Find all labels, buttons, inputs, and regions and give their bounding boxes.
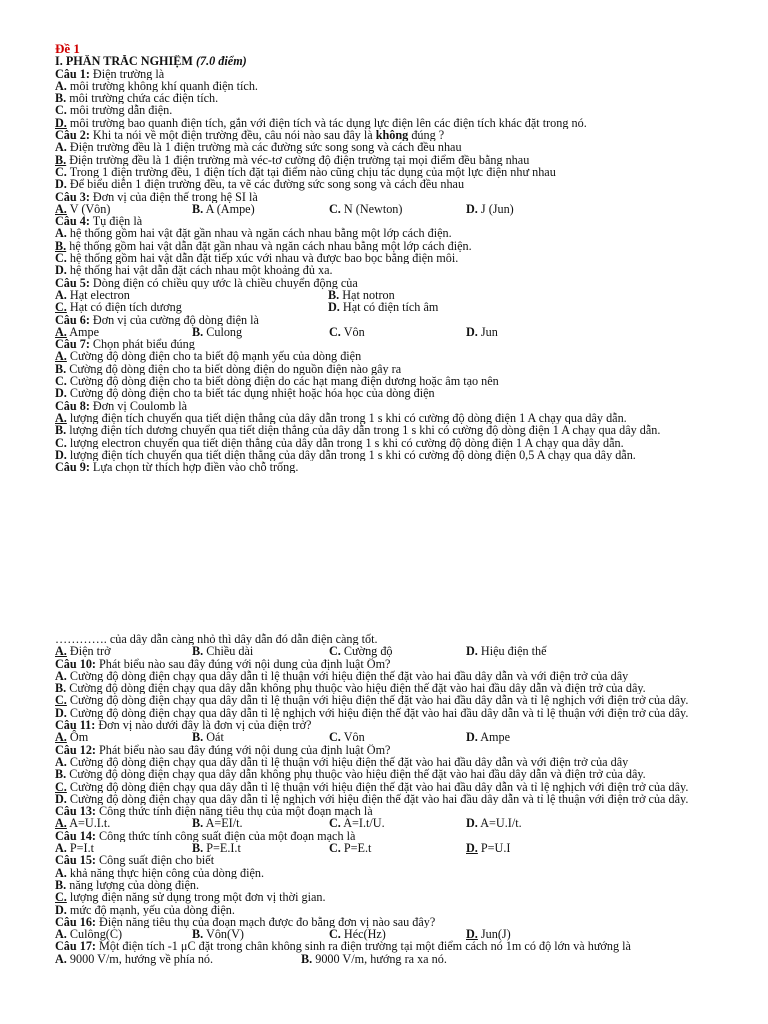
question-text: Một điện tích -1 μC đặt trong chân không sinh ra điện trường tại một điểm cách nó 1m có độ lớn và hướng là [95,940,631,953]
option-letter-correct: A. [55,816,67,831]
option-text: Điện trường đều là 1 điện trường mà véc-tơ cường độ điện trường tại mọi điểm đều bằng nhau [69,153,530,166]
question-label: Câu 6: [55,313,90,326]
option-text: Cường độ dòng điện chạy qua dây dẫn tỉ lệ thuận với hiệu điện thế đặt vào hai đầu dây dẫn và tỉ lệ nghịch với điện trở của dây. [69,694,689,707]
option-letter: A. [55,79,67,93]
q8-option-a [55,412,760,424]
q3-option-d [466,203,603,215]
q11-option-c [329,731,466,743]
question-label: Câu 9: [55,461,90,474]
question-1 [55,68,760,80]
q8-option-c [55,437,760,449]
option-text: mức độ mạnh, yếu của dòng điện. [69,903,235,916]
question-11 [55,719,760,731]
q15-option-a [55,867,760,879]
option-text: Chiều dài [206,644,254,659]
question-label: Câu 15: [55,854,96,867]
question-label: Câu 1: [55,67,90,80]
option-letter-correct: A. [55,201,67,216]
section-points: (7.0 điểm) [195,55,247,68]
q16-option-d [466,928,603,940]
question-label: Câu 17: [55,940,96,953]
question-6 [55,314,760,326]
option-text: môi trường chứa các điện tích. [69,92,219,105]
question-15 [55,854,760,866]
question-text: Đơn vị nào dưới đây là đơn vị của điện trở? [95,719,312,732]
option-text: Vôn(V) [206,927,244,942]
option-letter: C. [55,436,67,449]
option-text: Để biểu diễn 1 điện trường đều, ta vẽ các đường sức song song và cách đều nhau [69,178,465,191]
question-16 [55,916,760,928]
q10-option-d [55,707,760,719]
option-text: lượng điện năng sử dụng trong một đơn vị thời gian. [69,891,326,904]
q14-options [55,842,760,854]
question-text: Đơn vị Coulomb là [89,399,188,412]
option-letter: B. [55,362,67,376]
q15-option-b [55,879,760,891]
question-label: Câu 12: [55,743,96,756]
option-text: A=U.I.t. [69,816,111,831]
option-text: A=U.I/t. [480,816,522,831]
option-text: lượng điện tích chuyển qua tiết diện thẳng của dây dẫn trong 1 s khi có cường độ dòng điện 0,5 A chạy qua dây dẫn. [69,448,636,462]
option-letter: C. [55,252,67,265]
question-emphasis: không [375,129,409,142]
question-label: Câu 13: [55,805,96,818]
option-letter: C. [55,165,67,179]
option-letter: C. [329,201,341,216]
q14-option-d [466,842,603,854]
q16-option-b [192,928,329,940]
option-text: A (Ampe) [205,201,255,216]
option-letter: A. [55,141,67,154]
option-text: Cường độ dòng điện cho ta biết độ mạnh yếu của dòng điện [69,350,362,363]
q16-option-a [55,928,192,940]
q11-option-b [192,731,329,743]
question-text: Khi ta nói về một điện trường đều, câu nói nào sau đây là [89,129,376,142]
q1-option-a [55,80,760,92]
question-text: Lựa chọn từ thích hợp điền vào chỗ trống. [89,461,299,474]
option-text: hệ thống gồm hai vật dẫn đặt gần nhau và ngăn cách nhau bằng một lớp cách điện. [69,239,472,253]
option-letter: D. [328,300,340,315]
question-label: Câu 16: [55,915,96,929]
option-text: N (Newton) [343,201,403,216]
option-letter: B. [55,424,67,437]
q14-option-a [55,842,192,854]
q9-option-c [329,645,466,657]
option-letter-correct: A. [55,350,67,363]
option-text: P=E.t [343,841,372,856]
option-text: P=I.t [69,841,95,856]
option-letter-correct: C. [55,780,67,793]
question-5 [55,277,760,289]
question-text: Phát biểu nào sau đây đúng với nội dung của định luật Ôm? [95,743,391,756]
exam-title: Đề 1 [55,43,80,56]
q10-option-c [55,694,760,706]
option-text: lượng electron chuyển qua tiết diện thẳng của dây dẫn trong 1 s khi có cường độ dòng điện 1 A chạy qua dây dẫn. [69,436,624,449]
q6-option-d [466,326,603,338]
option-text: môi trường không khí quanh điện tích. [69,79,258,93]
option-text: Cường độ dòng điện chạy qua dây dẫn không phụ thuộc vào hiệu điện thế đặt vào hai đầu dây dẫn và điện trở của dây. [69,768,646,781]
exam-top-block [55,43,760,473]
option-text: Cường độ dòng điện chạy qua dây dẫn tỉ lệ nghịch với hiệu điện thế đặt vào hai đầu dây dẫn và tỉ lệ thuận với điện trở của dây. [69,792,689,806]
q15-option-c [55,891,760,903]
question-label: Câu 2: [55,129,90,142]
option-text: Cường độ dòng điện cho ta biết dòng điện do các hạt mang điện dương hoặc âm tạo nên [69,375,499,388]
q16-options [55,928,760,940]
question-text: Công thức tính công suất điện của một đoạn mạch là [95,829,356,843]
option-letter: D. [55,178,67,191]
question-label: Câu 8: [55,399,90,412]
option-text: Ampe [480,730,511,745]
option-text: P=E.I.t [206,841,241,856]
option-text: Hiệu điện thế [480,644,547,659]
option-letter: D. [55,387,67,400]
option-letter: C. [329,644,341,659]
q11-option-d [466,731,603,743]
q7-option-a [55,350,760,362]
q9-options [55,645,760,657]
q14-option-c [329,842,466,854]
question-text: Đơn vị của điện thế trong hệ SI là [89,190,258,203]
option-letter: B. [192,927,204,942]
option-letter-correct: A. [55,411,67,425]
q13-option-b [192,817,329,829]
option-letter: B. [55,878,67,892]
question-2 [55,129,760,141]
option-letter: D. [466,201,478,216]
option-text: Cường độ dòng điện chạy qua dây dẫn tỉ lệ thuận với hiệu điện thế đặt vào hai đầu dây dẫn và với điện trở của dây [69,669,629,683]
question-label: Câu 10: [55,657,96,670]
question-3 [55,191,760,203]
question-text: Dòng điện có chiều quy ước là chiều chuyển động của [89,276,358,289]
option-letter: A. [55,951,67,966]
option-text: Culong [206,324,243,339]
option-letter: C. [329,927,341,942]
q13-options [55,817,760,829]
option-letter: A. [55,927,67,942]
option-text: A=I.t/U. [343,816,385,831]
option-text: Jun [480,324,498,339]
q13-option-a [55,817,192,829]
option-letter: C. [329,841,341,856]
option-letter-correct: A. [55,644,67,659]
q6-option-c [329,326,466,338]
question-text: Điện trường là [89,67,165,80]
option-text: Vôn [343,730,365,745]
option-letter: B. [192,644,204,659]
option-letter-correct: A. [55,324,67,339]
option-text: Trong 1 điện trường đều, 1 điện tích đặt tại điểm nào cũng chịu tác dụng của một lực điện như nhau [69,165,556,179]
option-letter: B. [328,287,340,302]
option-text: Cường độ dòng điện cho ta biết dòng điện do nguồn điện nào gây ra [69,362,402,376]
option-text: Điện trở [69,644,111,659]
q4-option-b [55,240,760,252]
question-text: Tụ điện là [89,215,143,228]
q10-option-b [55,682,760,694]
question-text: Công suất điện cho biết [95,854,215,867]
option-text: lượng điện tích chuyển qua tiết diện thẳng của dây dẫn trong 1 s khi có cường độ dòng điện 1 A chạy qua dây dẫn. [69,411,627,425]
option-letter: D. [55,264,67,277]
q3-option-c [329,203,466,215]
option-letter: B. [192,730,204,745]
q13-option-c [329,817,466,829]
question-4 [55,215,760,227]
option-text: Ôm [69,730,89,745]
question-text: Đơn vị của cường độ dòng điện là [89,313,259,326]
option-text: V (Vôn) [69,201,111,216]
option-text: Hạt electron [69,287,130,302]
q12-option-a [55,756,760,768]
option-text: môi trường bao quanh điện tích, gắn với điện tích và tác dụng lực điện lên các điện tích khác đặt trong nó. [69,116,587,130]
q13-option-d [466,817,603,829]
q17-options-row-1 [55,953,760,965]
option-text: P=U.I [480,841,511,856]
option-letter: B. [301,951,313,966]
option-text: 9000 V/m, hướng ra xa nó. [315,951,447,966]
q7-option-d [55,387,760,399]
q6-option-a [55,326,192,338]
q2-option-c [55,166,760,178]
q15-option-d [55,904,760,916]
option-text: Cường độ dòng điện cho ta biết tác dụng nhiệt hoặc hóa học của dòng điện [69,387,435,400]
option-letter-correct: B. [55,239,67,253]
option-letter-correct: D. [466,841,478,856]
question-12 [55,744,760,756]
option-letter: A. [55,841,67,856]
option-text: 9000 V/m, hướng về phía nó. [69,951,214,966]
exam-bottom-block [55,633,760,965]
q3-options [55,203,760,215]
section-heading [55,55,760,67]
q12-option-c [55,781,760,793]
q9-blank-sentence: …………. của dây dẫn càng nhỏ thì dây dẫn đó dẫn điện càng tốt. [55,633,378,646]
option-letter-correct: B. [55,153,67,166]
q9-option-b [192,645,329,657]
option-letter: A. [55,755,67,769]
section-main: I. PHẦN TRẮC NGHIỆM [55,55,193,68]
option-letter: C. [329,816,341,831]
option-text: Hạt có điện tích dương [69,300,182,315]
q5-options-row-2 [55,301,760,313]
q4-option-d [55,264,760,276]
q1-option-c [55,104,760,116]
question-label: Câu 5: [55,276,90,289]
question-7 [55,338,760,350]
option-text: Cường độ dòng điện chạy qua dây dẫn tỉ lệ thuận với hiệu điện thế đặt vào hai đầu dây dẫn và với điện trở của dây [69,755,629,769]
q8-option-d [55,449,760,461]
option-letter: B. [55,92,67,105]
q17-option-a [55,953,301,965]
option-text: Hạt notron [342,287,395,302]
q3-option-b [192,203,329,215]
option-text: Cường độ [343,644,393,659]
option-text: hệ thống gồm hai vật dẫn đặt tiếp xúc với nhau và được bao bọc bằng điện môi. [69,252,459,265]
option-letter: A. [55,669,67,683]
q6-options [55,326,760,338]
question-text: Điện năng tiêu thụ của đoạn mạch được đo bằng đơn vị nào sau đây? [95,915,436,929]
q5-option-c [55,301,328,313]
option-text: lượng điện tích dương chuyển qua tiết diện thẳng của dây dẫn trong 1 s khi có cường độ dòng điện 1 A chạy qua dây dẫn. [69,424,661,437]
option-letter: B. [192,816,204,831]
option-letter: D. [55,448,67,462]
question-text: Công thức tính điện năng tiêu thụ của một đoạn mạch là [95,805,373,818]
option-letter-correct: C. [55,694,67,707]
question-label: Câu 11: [55,719,96,732]
question-text: Chọn phát biểu đúng [89,338,195,351]
option-text: Oát [206,730,224,745]
option-text: J (Jun) [480,201,514,216]
q4-option-a [55,227,760,239]
question-9 [55,461,760,473]
option-letter: D. [466,644,478,659]
option-letter-correct: A. [55,730,67,745]
q17-option-b [301,953,447,965]
q7-option-b [55,363,760,375]
option-text: năng lượng của dòng điện. [69,878,200,892]
question-label: Câu 3: [55,190,90,203]
option-text: Điện trường đều là 1 điện trường mà các đường sức song song và cách đều nhau [69,141,462,154]
q9-option-d [466,645,603,657]
q1-option-b [55,92,760,104]
option-text: hệ thống gồm hai vật đặt gần nhau và ngăn cách nhau bằng một lớp cách điện. [69,227,452,240]
q5-option-d [328,301,601,313]
option-text: khả năng thực hiện công của dòng điện. [69,866,265,879]
q2-option-a [55,141,760,153]
option-letter-correct: D. [55,116,67,130]
option-letter: A. [55,287,67,302]
q9-option-a [55,645,192,657]
option-text: Hạt có điện tích âm [342,300,439,315]
option-text: Vôn [343,324,365,339]
question-text: Phát biểu nào sau đây đúng với nội dung của định luật Ôm? [95,657,391,670]
q11-option-a [55,731,192,743]
question-label: Câu 14: [55,829,96,843]
option-letter: B. [55,682,67,695]
question-text-end: đúng ? [408,129,445,142]
option-letter: D. [55,706,67,720]
q8-option-b [55,424,760,436]
option-letter: B. [192,324,204,339]
option-letter: C. [329,730,341,745]
option-text: Héc(Hz) [343,927,386,942]
question-label: Câu 4: [55,215,90,228]
option-letter-correct: C. [55,891,67,904]
q6-option-b [192,326,329,338]
option-letter: D. [466,730,478,745]
option-letter: D. [55,792,67,806]
question-13 [55,805,760,817]
option-letter: B. [55,768,67,781]
option-letter: D. [55,903,67,916]
option-letter-correct: C. [55,300,67,315]
q3-option-a [55,203,192,215]
option-text: Cường độ dòng điện chạy qua dây dẫn tỉ lệ thuận với hiệu điện thế đặt vào hai đầu dây dẫn và tỉ lệ nghịch với điện trở của dây. [69,780,689,793]
option-letter: A. [55,866,67,879]
q11-options [55,731,760,743]
q2-option-d [55,178,760,190]
option-letter: D. [466,816,478,831]
question-14 [55,830,760,842]
q16-option-c [329,928,466,940]
option-letter: C. [55,375,67,388]
option-text: Jun(J) [480,927,511,942]
question-10 [55,658,760,670]
q2-option-b [55,154,760,166]
option-letter: B. [192,201,204,216]
q1-option-d [55,117,760,129]
q12-option-d [55,793,760,805]
q14-option-b [192,842,329,854]
option-letter-correct: D. [466,927,478,942]
q12-option-b [55,768,760,780]
option-text: Ampe [69,324,100,339]
q10-option-a [55,670,760,682]
option-text: môi trường dẫn điện. [69,104,173,117]
option-letter: C. [55,104,67,117]
q4-option-c [55,252,760,264]
q7-option-c [55,375,760,387]
option-letter: A. [55,227,67,240]
option-letter: D. [466,324,478,339]
option-text: Cường độ dòng điện chạy qua dây dẫn không phụ thuộc vào hiệu điện thế đặt vào hai đầu dây dẫn và điện trở của dây. [69,682,646,695]
option-text: Cường độ dòng điện chạy qua dây dẫn tỉ lệ nghịch với hiệu điện thế đặt vào hai đầu dây dẫn và tỉ lệ thuận với điện trở của dây. [69,706,689,720]
question-label: Câu 7: [55,338,90,351]
question-8 [55,400,760,412]
option-text: A=EI/t. [205,816,243,831]
option-text: Culông(C) [69,927,123,942]
option-letter: B. [192,841,204,856]
option-letter: C. [329,324,341,339]
option-text: hệ thống hai vật dẫn đặt cách nhau một khoảng đủ xa. [69,264,333,277]
